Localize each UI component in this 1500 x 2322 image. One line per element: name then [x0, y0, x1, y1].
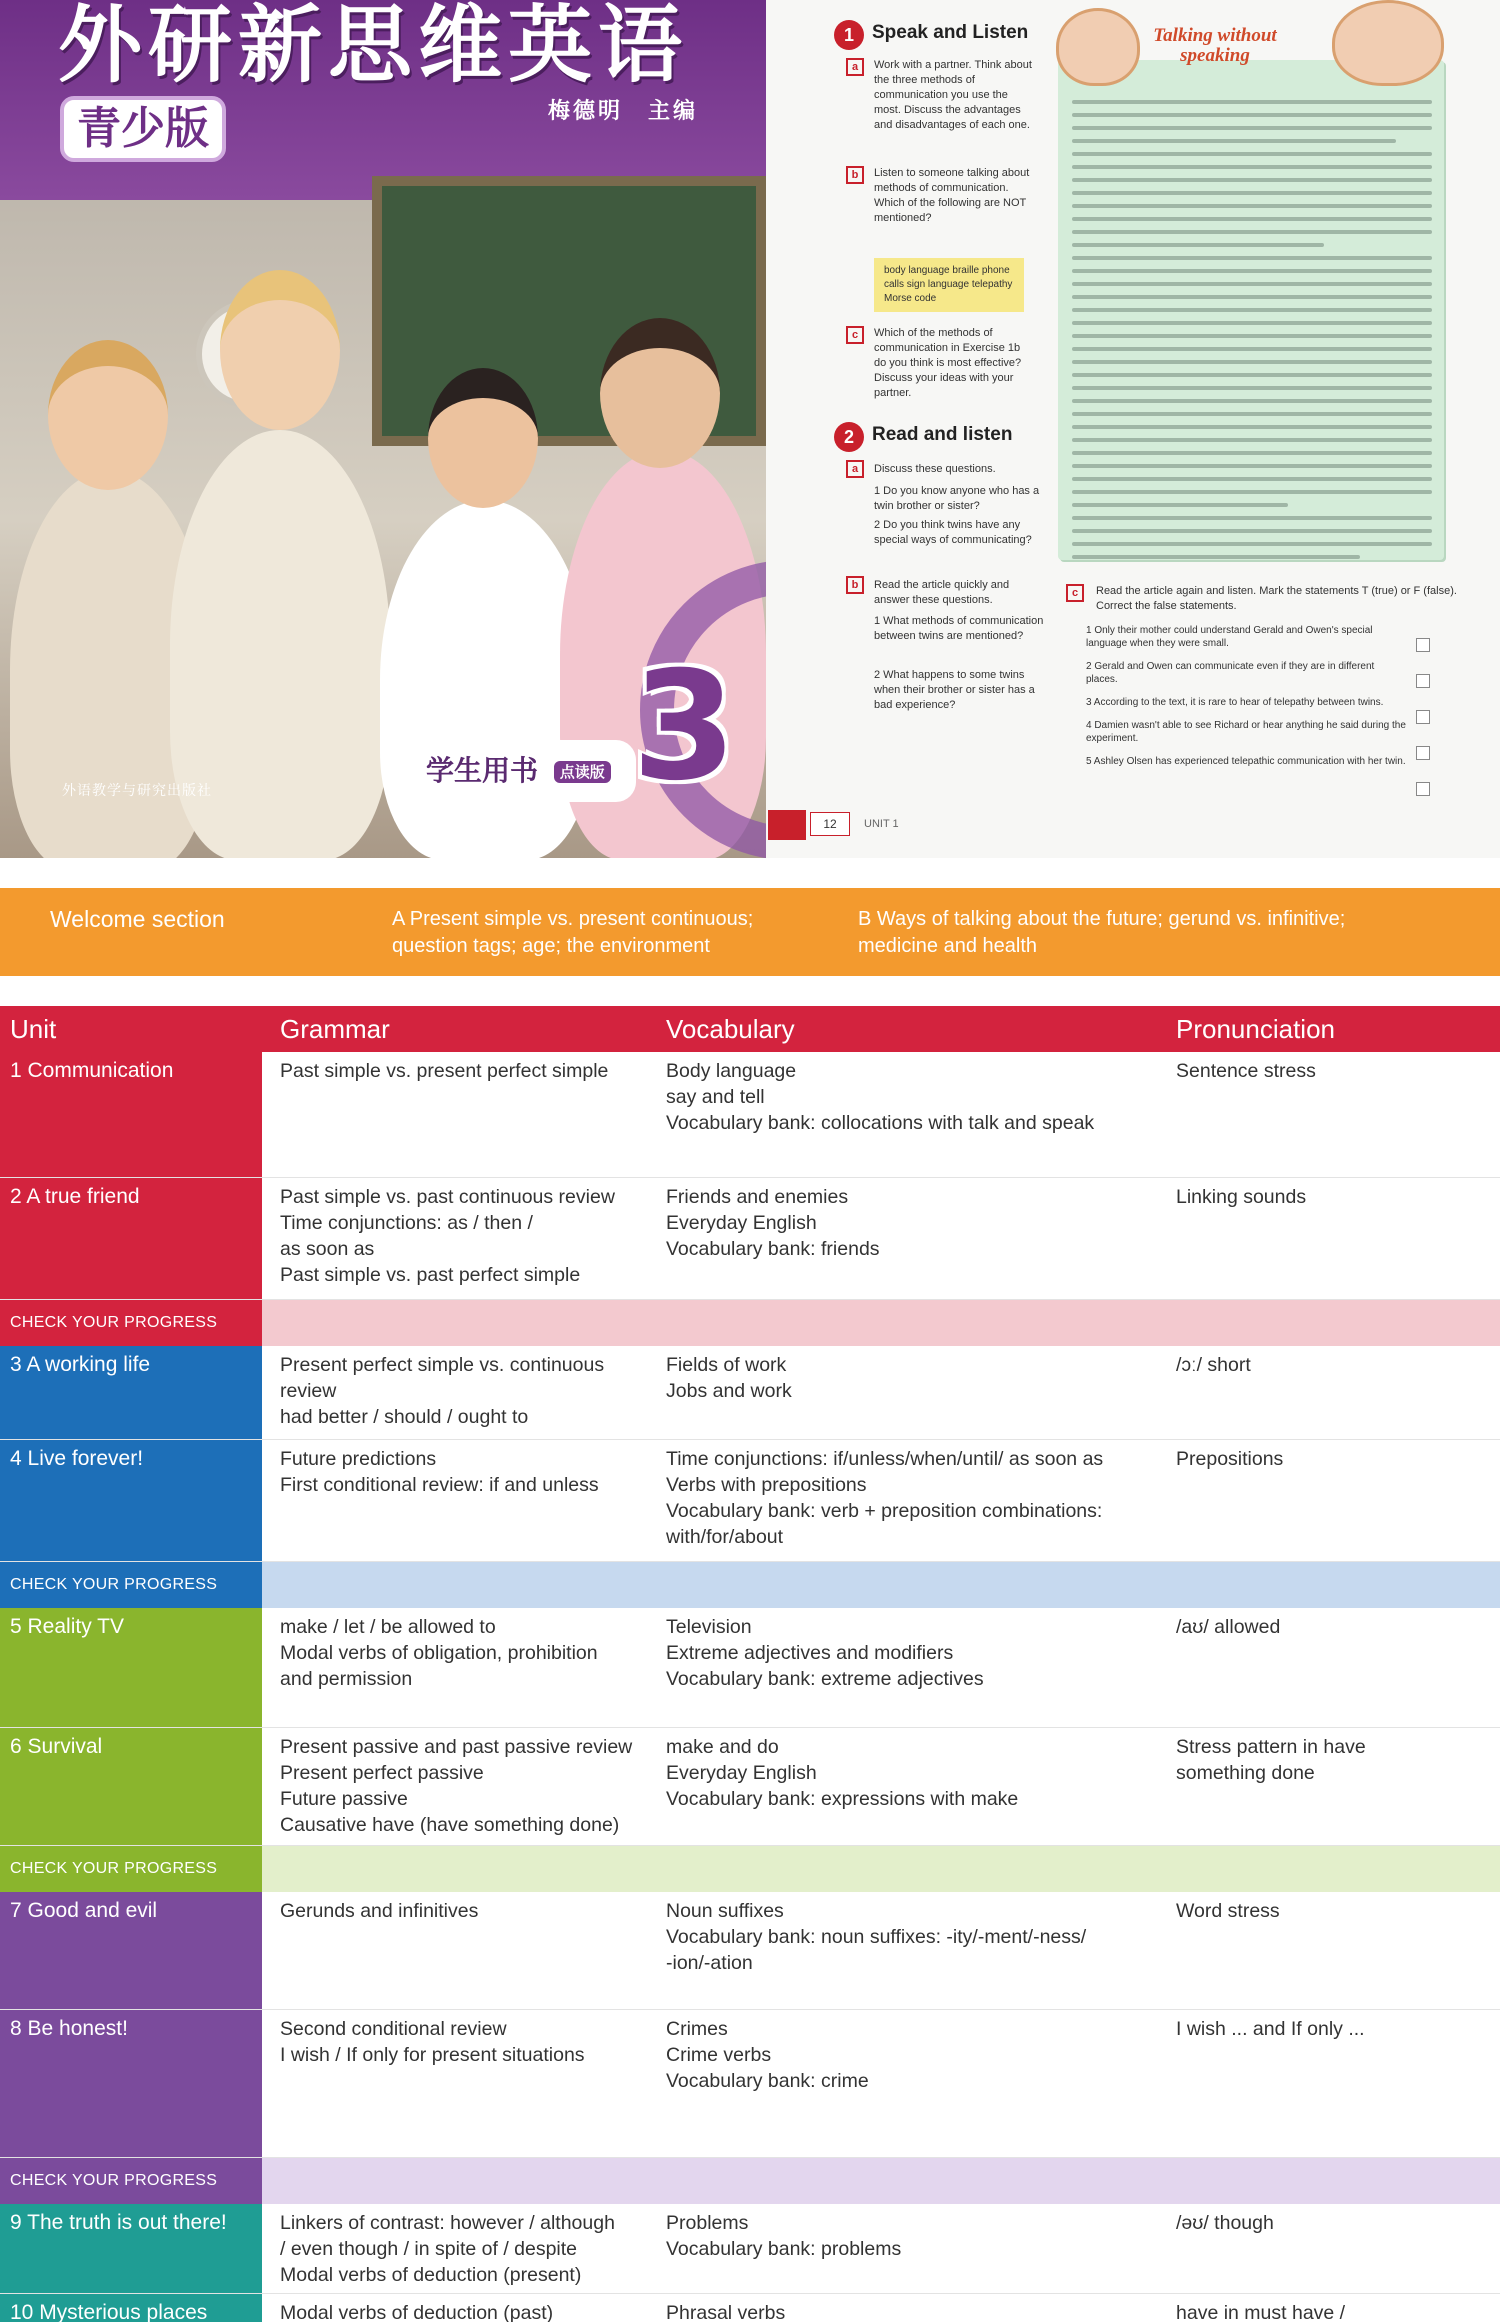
vocabulary-cell	[666, 1614, 1166, 1692]
vocabulary-cell	[666, 1352, 1166, 1404]
pronunciation-cell	[1176, 1352, 1486, 1378]
reading-article-panel	[1058, 60, 1444, 560]
book-type-label: 学生用书	[426, 754, 539, 787]
unit-title: 6 Survival	[0, 1728, 262, 1845]
exercise-letter: b	[846, 166, 864, 184]
vocabulary-cell-line: Everyday English	[666, 1212, 817, 1234]
section-speak-listen	[834, 20, 1064, 50]
table-row	[0, 1440, 1500, 1562]
vocabulary-cell-line: Vocabulary bank: verb + preposition combinations:	[666, 1500, 1103, 1522]
grammar-cell	[280, 2300, 650, 2322]
question-item: 1 What methods of communication between twins are mentioned?	[874, 615, 1044, 642]
grammar-cell-line: I wish / If only for present situations	[280, 2044, 585, 2066]
student-head	[48, 340, 168, 490]
question-item: 2 What happens to some twins when their brother or sister has a bad experience?	[874, 669, 1035, 711]
grammar-cell-line: Causative have (have something done)	[280, 1814, 620, 1836]
unit-title: 7 Good and evil	[0, 1892, 262, 2009]
section-title: Read and listen	[872, 424, 1013, 446]
vocabulary-cell-line: -ion/-ation	[666, 1952, 753, 1974]
pronunciation-cell	[1176, 2210, 1486, 2236]
unit-title: 4 Live forever!	[0, 1440, 262, 1561]
student-figure	[380, 500, 590, 858]
pronunciation-cell-line: Linking sounds	[1176, 1186, 1307, 1208]
section-number: 2	[834, 422, 864, 452]
pronunciation-cell	[1176, 1446, 1486, 1472]
vocabulary-cell	[666, 2300, 1166, 2322]
vocabulary-cell-line: Vocabulary bank: noun suffixes: -ity/-ment/-ness/	[666, 1926, 1087, 1948]
grammar-cell	[280, 2210, 650, 2288]
grammar-cell-line: Time conjunctions: as / then /	[280, 1212, 533, 1234]
welcome-part-b: B Ways of talking about the future; gerund vs. infinitive; medicine and health	[858, 908, 1346, 957]
vocabulary-cell-line: Body language	[666, 1060, 797, 1082]
vocabulary-cell-line: Crime verbs	[666, 2044, 772, 2066]
grammar-cell-line: Present perfect passive	[280, 1762, 484, 1784]
unit-title: 1 Communication	[0, 1052, 262, 1177]
header-vocabulary: Vocabulary	[666, 1014, 795, 1044]
pronunciation-cell	[1176, 2016, 1486, 2042]
grammar-cell-line: Modal verbs of obligation, prohibition	[280, 1642, 598, 1664]
grammar-cell-line: Present perfect simple vs. continuous	[280, 1354, 605, 1376]
section-read-listen	[834, 422, 1064, 452]
vocabulary-cell	[666, 1058, 1166, 1136]
grammar-cell-line: Modal verbs of deduction (present)	[280, 2264, 582, 2286]
pronunciation-cell-line: Prepositions	[1176, 1448, 1284, 1470]
table-row	[0, 1346, 1500, 1440]
table-row	[0, 1052, 1500, 1178]
exercise-1c-text: Which of the methods of communication in Exercise 1b do you think is most effective? Discuss your ideas with your partner.	[874, 327, 1022, 399]
grammar-cell-line: Linkers of contrast: however / although	[280, 2212, 615, 2234]
vocabulary-cell-line: Problems	[666, 2212, 749, 2234]
student-head	[600, 318, 720, 468]
unit-title: 10 Mysterious places	[0, 2294, 262, 2322]
pronunciation-cell-line: Sentence stress	[1176, 1060, 1316, 1082]
unit-title: 9 The truth is out there!	[0, 2204, 262, 2293]
page-number: 12	[810, 812, 850, 836]
grammar-cell-line: had better / should / ought to	[280, 1406, 529, 1428]
cover-book-type	[398, 740, 636, 802]
twin-photo	[1056, 8, 1140, 86]
student-head	[220, 270, 340, 430]
vocabulary-cell-line: Vocabulary bank: expressions with make	[666, 1788, 1019, 1810]
pronunciation-cell-line: have in must have /	[1176, 2302, 1346, 2322]
true-false-item: 3 According to the text, it is rare to hear of telepathy between twins.	[1086, 697, 1384, 708]
vocabulary-cell-line: Verbs with prepositions	[666, 1474, 867, 1496]
vocabulary-cell-line: Television	[666, 1616, 752, 1638]
grammar-cell-line: Future predictions	[280, 1448, 437, 1470]
grammar-cell-line: Gerunds and infinitives	[280, 1900, 479, 1922]
grammar-cell-line: Past simple vs. past perfect simple	[280, 1264, 581, 1286]
vocabulary-cell	[666, 2016, 1166, 2094]
vocabulary-cell-line: Vocabulary bank: collocations with talk and speak	[666, 1112, 1095, 1134]
exercise-letter: a	[846, 460, 864, 478]
grammar-cell-line: Past simple vs. past continuous review	[280, 1186, 615, 1208]
vocabulary-cell-line: make and do	[666, 1736, 779, 1758]
exercise-2a-text: Discuss these questions.	[874, 463, 996, 475]
vocabulary-cell-line: Vocabulary bank: extreme adjectives	[666, 1668, 984, 1690]
answer-checkbox[interactable]	[1416, 674, 1430, 688]
grammar-cell	[280, 2016, 650, 2068]
welcome-title: Welcome section	[50, 906, 225, 932]
section-number: 1	[834, 20, 864, 50]
grammar-cell	[280, 1734, 650, 1838]
table-row	[0, 2204, 1500, 2294]
grammar-cell-line: make / let / be allowed to	[280, 1616, 496, 1638]
exercise-letter: c	[846, 326, 864, 344]
grammar-cell-line: review	[280, 1380, 337, 1402]
table-row	[0, 1892, 1500, 2010]
exercise-2c-text: Read the article again and listen. Mark the statements T (true) or F (false). Correct the false statements.	[1096, 585, 1457, 612]
article-text-lines	[1072, 100, 1432, 568]
grammar-cell-line: and permission	[280, 1668, 413, 1690]
grammar-cell-line: Modal verbs of deduction (past)	[280, 2302, 554, 2322]
exercise-letter: a	[846, 58, 864, 76]
pronunciation-cell	[1176, 2300, 1486, 2322]
table-row	[0, 1728, 1500, 1846]
pronunciation-cell	[1176, 1734, 1486, 1786]
grammar-cell-line: / even though / in spite of / despite	[280, 2238, 578, 2260]
grammar-cell	[280, 1446, 650, 1498]
vocabulary-cell-line: Jobs and work	[666, 1380, 792, 1402]
unit-title: 5 Reality TV	[0, 1608, 262, 1727]
check-your-progress-row	[0, 1300, 1500, 1346]
unit-title: 2 A true friend	[0, 1178, 262, 1299]
true-false-item: 2 Gerald and Owen can communicate even if they are in different places.	[1086, 661, 1375, 685]
true-false-item: 1 Only their mother could understand Gerald and Owen's special language when they were small.	[1086, 625, 1373, 649]
answer-checkbox[interactable]	[1416, 782, 1430, 796]
grammar-cell	[280, 1352, 650, 1430]
header-unit: Unit	[10, 1014, 57, 1044]
table-row	[0, 1608, 1500, 1728]
check-your-progress-label: CHECK YOUR PROGRESS	[0, 1300, 262, 1346]
section-title: Speak and Listen	[872, 22, 1029, 44]
grammar-cell	[280, 1614, 650, 1692]
pronunciation-cell-line: Word stress	[1176, 1900, 1280, 1922]
grammar-cell-line: as soon as	[280, 1238, 375, 1260]
table-row	[0, 2294, 1500, 2322]
table-header	[0, 1006, 1500, 1052]
grammar-cell-line: Second conditional review	[280, 2018, 507, 2040]
vocabulary-cell	[666, 1446, 1166, 1550]
vocabulary-cell-line: Time conjunctions: if/unless/when/until/ as soon as	[666, 1448, 1104, 1470]
unit-title: 8 Be honest!	[0, 2010, 262, 2157]
vocabulary-cell-line: with/for/about	[666, 1526, 784, 1548]
pronunciation-cell	[1176, 1614, 1486, 1640]
pronunciation-cell	[1176, 1898, 1486, 1924]
word-box: body language braille phone calls sign language telepathy Morse code	[874, 258, 1024, 312]
check-your-progress-label: CHECK YOUR PROGRESS	[0, 2158, 262, 2204]
pronunciation-cell-line: I wish ... and If only ...	[1176, 2018, 1365, 2040]
vocabulary-cell	[666, 1184, 1166, 1262]
true-false-item: 4 Damien wasn't able to see Richard or hear anything he said during the experiment.	[1086, 720, 1406, 744]
grammar-cell-line: First conditional review: if and unless	[280, 1474, 599, 1496]
exercise-1a-text: Work with a partner. Think about the three methods of communication you use the most. Discuss the advantages and disadvantages of each one.	[874, 59, 1032, 131]
cover-edition-badge: 青少版	[60, 96, 226, 162]
check-your-progress-label: CHECK YOUR PROGRESS	[0, 1562, 262, 1608]
cover-level-number: 3	[632, 640, 737, 814]
pronunciation-cell-line: /əʊ/ though	[1176, 2212, 1274, 2234]
pronunciation-cell	[1176, 1058, 1486, 1084]
question-item: 2 Do you think twins have any special ways of communicating?	[874, 519, 1032, 546]
vocabulary-cell-line: Vocabulary bank: crime	[666, 2070, 869, 2092]
welcome-section-bar	[0, 888, 1500, 976]
vocabulary-cell-line: Fields of work	[666, 1354, 787, 1376]
vocabulary-cell-line: say and tell	[666, 1086, 765, 1108]
check-your-progress-label: CHECK YOUR PROGRESS	[0, 1846, 262, 1892]
header-banner	[0, 0, 1500, 862]
contents-table	[0, 1006, 1500, 2322]
header-grammar: Grammar	[280, 1014, 390, 1044]
pronunciation-cell-line: Stress pattern in have	[1176, 1736, 1366, 1758]
grammar-cell	[280, 1184, 650, 1288]
answer-checkbox[interactable]	[1416, 746, 1430, 760]
true-false-item: 5 Ashley Olsen has experienced telepathic communication with her twin.	[1086, 756, 1406, 767]
answer-checkbox[interactable]	[1416, 638, 1430, 652]
vocabulary-cell-line: Phrasal verbs	[666, 2302, 786, 2322]
grammar-cell	[280, 1898, 650, 1924]
book-cover	[0, 0, 766, 858]
check-your-progress-row	[0, 1562, 1500, 1608]
vocabulary-cell	[666, 1734, 1166, 1812]
unit-title: 3 A working life	[0, 1346, 262, 1439]
pronunciation-cell-line: /ɔː/ short	[1176, 1354, 1251, 1376]
vocabulary-cell-line: Noun suffixes	[666, 1900, 784, 1922]
table-row	[0, 1178, 1500, 1300]
grammar-cell-line: Future passive	[280, 1788, 408, 1810]
exercise-letter: b	[846, 576, 864, 594]
cover-title: 外研新思维英语	[58, 0, 689, 94]
grammar-cell-line: Past simple vs. present perfect simple	[280, 1060, 609, 1082]
twin-photo	[1332, 0, 1444, 86]
grammar-cell-line: Present passive and past passive review	[280, 1736, 633, 1758]
vocabulary-cell	[666, 2210, 1166, 2262]
exercise-1b-text: Listen to someone talking about methods of communication. Which of the following are NOT mentioned?	[874, 167, 1030, 224]
cover-publisher: 外语教学与研究出版社	[62, 782, 212, 798]
cover-author: 梅德明 主编	[548, 99, 699, 124]
vocabulary-cell-line: Vocabulary bank: problems	[666, 2238, 902, 2260]
book-type-tag: 点读版	[554, 761, 611, 783]
pronunciation-cell-line: /aʊ/ allowed	[1176, 1616, 1281, 1638]
pronunciation-cell	[1176, 1184, 1486, 1210]
vocabulary-cell-line: Extreme adjectives and modifiers	[666, 1642, 954, 1664]
answer-checkbox[interactable]	[1416, 710, 1430, 724]
welcome-part-a: A Present simple vs. present continuous; question tags; age; the environment	[392, 908, 754, 957]
page-footer-bar	[768, 810, 806, 840]
grammar-cell	[280, 1058, 650, 1084]
vocabulary-cell-line: Crimes	[666, 2018, 728, 2040]
exercise-letter: c	[1066, 584, 1084, 602]
check-your-progress-row	[0, 1846, 1500, 1892]
article-title: Talking without speaking	[1153, 25, 1277, 66]
vocabulary-cell-line: Friends and enemies	[666, 1186, 849, 1208]
pronunciation-cell-line: something done	[1176, 1762, 1315, 1784]
footer-unit-label: UNIT 1	[864, 818, 899, 830]
student-head	[428, 368, 538, 508]
check-your-progress-row	[0, 2158, 1500, 2204]
header-pronunciation: Pronunciation	[1176, 1014, 1335, 1044]
vocabulary-cell	[666, 1898, 1166, 1976]
vocabulary-cell-line: Vocabulary bank: friends	[666, 1238, 880, 1260]
sample-page	[766, 0, 1500, 858]
table-row	[0, 2010, 1500, 2158]
vocabulary-cell-line: Everyday English	[666, 1762, 817, 1784]
exercise-2b-text: Read the article quickly and answer these questions.	[874, 579, 1010, 606]
question-item: 1 Do you know anyone who has a twin brother or sister?	[874, 485, 1040, 512]
